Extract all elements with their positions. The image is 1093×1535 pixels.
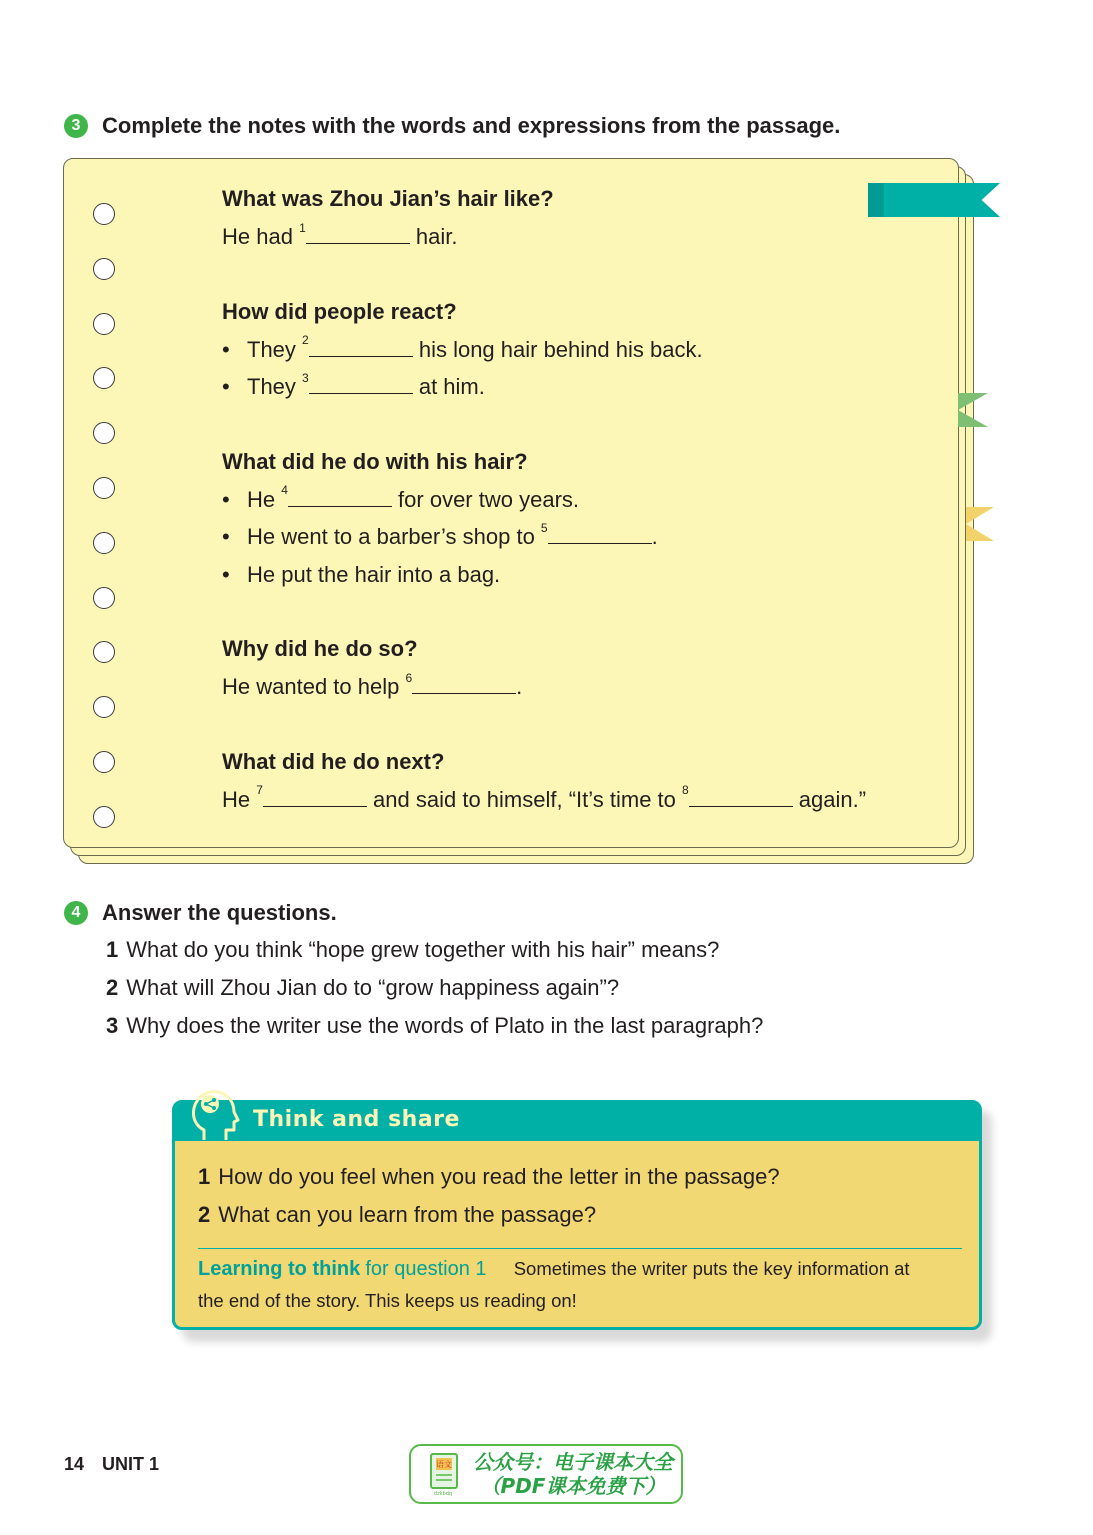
activity-number-badge: 4 [64, 901, 88, 925]
blank-number: 5 [540, 520, 548, 535]
note-text: He wanted to help [222, 674, 406, 699]
note-question: What was Zhou Jian’s hair like? [222, 186, 554, 211]
note-text: for over two years. [391, 486, 580, 512]
list-item [106, 1007, 763, 1045]
learning-text: Sometimes the writer puts the key information at the end of the story. This keeps us reading on! [198, 1258, 910, 1311]
binder-hole [93, 806, 115, 828]
activity-4-heading [64, 900, 337, 926]
page-footer [64, 1454, 177, 1475]
binder-hole [93, 641, 115, 663]
fill-in-blank[interactable] [288, 482, 392, 507]
note-question: How did people react? [222, 298, 457, 324]
item-number: 1 [198, 1164, 211, 1189]
note-bullet-line [222, 481, 942, 519]
unit-label: UNIT 1 [102, 1454, 160, 1474]
fill-in-blank[interactable] [309, 332, 413, 357]
fill-in-blank[interactable] [263, 782, 367, 807]
fill-in-blank[interactable] [689, 782, 793, 807]
watermark-text [473, 1450, 673, 1498]
notes-content [222, 180, 942, 818]
note-answer-line [222, 781, 942, 819]
learning-for: for question 1 [365, 1258, 487, 1280]
think-share-title: Think and share [253, 1107, 460, 1132]
bullet-icon: • [222, 561, 230, 587]
binder-hole [93, 587, 115, 609]
activity-number-badge: 3 [64, 114, 88, 138]
bullet-icon: • [222, 374, 230, 399]
divider [198, 1248, 962, 1249]
binder-hole [93, 313, 115, 335]
question-text: Why does the writer use the words of Plato in the last paragraph? [126, 1013, 764, 1038]
question-text: What will Zhou Jian do to “grow happiness again”? [126, 975, 620, 1000]
note-text: at him. [412, 374, 485, 399]
watermark-stamp [409, 1444, 683, 1504]
learning-to-think-tip [198, 1253, 938, 1317]
note-bullet-line [222, 331, 942, 369]
think-share-header [175, 1103, 979, 1141]
binder-holes [93, 203, 119, 861]
activity-3-heading [64, 113, 840, 139]
think-share-questions [198, 1158, 780, 1234]
book-icon [427, 1452, 463, 1496]
learning-label: Learning to think [198, 1258, 361, 1280]
note-bullet-line [222, 556, 942, 594]
bullet-icon: • [222, 486, 230, 512]
item-number: 1 [106, 937, 119, 962]
binder-hole [93, 477, 115, 499]
question-text: What do you think “hope grew together with his hair” means? [126, 937, 720, 962]
binder-hole [93, 422, 115, 444]
watermark-line: （PDF课本免费下） [480, 1474, 666, 1498]
note-bullet-line [222, 518, 942, 556]
binder-hole [93, 367, 115, 389]
fill-in-blank[interactable] [548, 519, 652, 544]
blank-number: 6 [405, 670, 413, 685]
note-text: He went to a barber’s shop to [247, 524, 541, 549]
activity-4-instruction: Answer the questions. [102, 900, 337, 925]
blank-number: 7 [256, 783, 263, 798]
item-number: 2 [198, 1202, 211, 1227]
blank-number: 4 [281, 483, 288, 498]
item-number: 2 [106, 975, 119, 1000]
fill-in-blank[interactable] [306, 219, 410, 244]
note-text: hair. [409, 224, 458, 249]
question-text: What can you learn from the passage? [218, 1202, 597, 1227]
binder-hole [93, 751, 115, 773]
list-item [106, 969, 763, 1007]
svg-text:dzkbdq: dzkbdq [433, 1491, 453, 1496]
note-bullet-line [222, 368, 942, 406]
note-text: They [247, 374, 303, 399]
think-share-box [172, 1100, 982, 1330]
note-text: He [222, 786, 257, 812]
question-text: How do you feel when you read the letter in the passage? [218, 1164, 780, 1189]
note-text: and said to himself, “It’s time to [366, 786, 682, 812]
binder-hole [93, 532, 115, 554]
note-question: What did he do next? [222, 748, 445, 774]
list-item [106, 931, 763, 969]
svg-text:语文: 语文 [436, 1460, 452, 1469]
note-question: What did he do with his hair? [222, 448, 528, 474]
note-answer-line [222, 668, 942, 706]
blank-number: 8 [682, 783, 689, 798]
binder-hole [93, 696, 115, 718]
blank-number: 3 [302, 370, 309, 385]
item-number: 3 [106, 1013, 119, 1038]
binder-hole [93, 258, 115, 280]
fill-in-blank[interactable] [309, 369, 413, 394]
binder-hole [93, 203, 115, 225]
note-text: his long hair behind his back. [412, 336, 703, 362]
list-item [198, 1196, 780, 1234]
fill-in-blank[interactable] [412, 669, 516, 694]
blank-number: 1 [299, 220, 306, 235]
thinking-head-icon [190, 1088, 240, 1144]
note-text: . [516, 674, 523, 699]
blank-number: 2 [302, 333, 309, 348]
bullet-icon: • [222, 524, 230, 549]
activity-3-instruction: Complete the notes with the words and expressions from the passage. [102, 113, 841, 138]
watermark-line: 公众号：电子课本大全 [473, 1450, 673, 1474]
page-number: 14 [64, 1454, 85, 1474]
note-text: He [247, 486, 282, 512]
list-item [198, 1158, 780, 1196]
bullet-icon: • [222, 336, 230, 362]
note-text: . [651, 524, 658, 549]
note-text: again.” [792, 786, 867, 812]
note-question: Why did he do so? [222, 636, 418, 661]
question-list [106, 931, 763, 1045]
note-text: They [247, 336, 303, 362]
note-text: He put the hair into a bag. [247, 561, 501, 587]
note-text: He had [222, 224, 300, 249]
note-answer-line [222, 218, 942, 256]
